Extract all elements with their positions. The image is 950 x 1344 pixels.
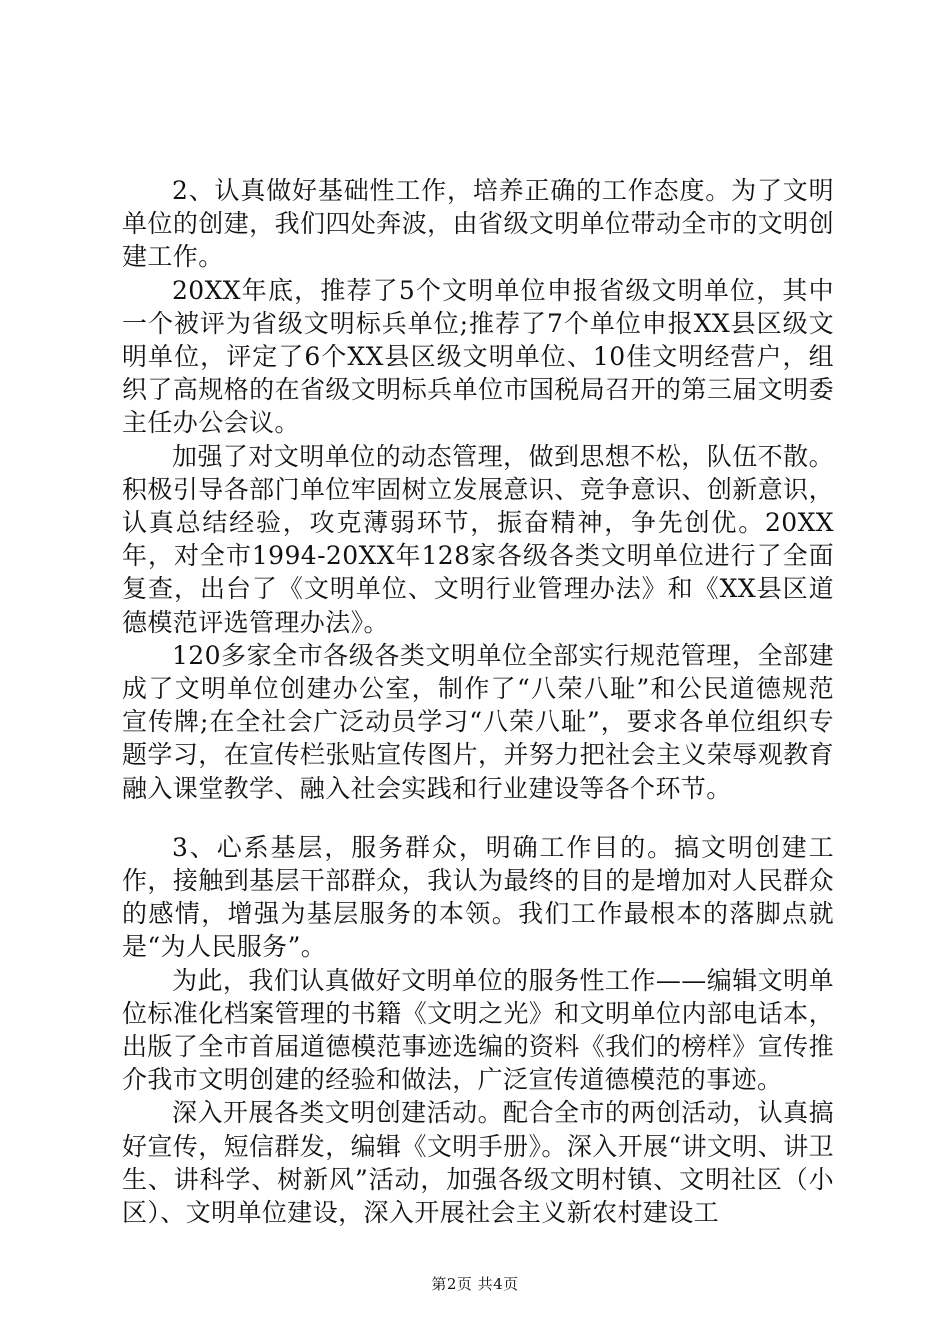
paragraph-recommendations: 20XX年底，推荐了5个文明单位申报省级文明单位，其中一个被评为省级文明标兵单位;推荐了7个单位申报XX县区级文明单位，评定了6个XX县区级文明单位、10佳文明经营户，组织了高规格的在省级文明标兵单位市国税局召开的第三届文明委主任办公会议。 [122,275,834,438]
paragraph-service-work: 为此，我们认真做好文明单位的服务性工作——编辑文明单位标准化档案管理的书籍《文明之光》和文明单位内部电话本，出版了全市首届道德模范事迹选编的资料《我们的榜样》宣传推介我市文明创建的经验和做法，广泛宣传道德模范的事迹。 [122,965,834,1095]
paragraph-dynamic-management: 加强了对文明单位的动态管理，做到思想不松，队伍不散。积极引导各部门单位牢固树立发展意识、竞争意识、创新意识，认真总结经验，攻克薄弱环节，振奋精神，争先创优。20XX年，对全市1994-20XX年128家各级各类文明单位进行了全面复查，出台了《文明单位、文明行业管理办法》和《XX县区道德模范评选管理办法》。 [122,441,834,637]
document-body [122,174,834,1229]
paragraph-standard-management: 120多家全市各级各类文明单位全部实行规范管理，全部建成了文明单位创建办公室，制作了“八荣八耻”和公民道德规范宣传牌;在全社会广泛动员学习“八荣八耻”，要求各单位组织专题学习，在宣传栏张贴宣传图片，并努力把社会主义荣辱观教育融入课堂教学、融入社会实践和行业建设等各个环节。 [122,640,834,803]
paragraph-section-2: 2、认真做好基础性工作，培养正确的工作态度。为了文明单位的创建，我们四处奔波，由省级文明单位带动全市的文明创建工作。 [122,176,834,272]
paragraph-activities: 深入开展各类文明创建活动。配合全市的两创活动，认真搞好宣传，短信群发，编辑《文明手册》。深入开展“讲文明、讲卫生、讲科学、树新风”活动，加强各级文明村镇、文明社区（小区）、文明单位建设，深入开展社会主义新农村建设工 [122,1098,834,1228]
paragraph-spacer [122,805,834,831]
paragraph-section-3: 3、心系基层，服务群众，明确工作目的。搞文明创建工作，接触到基层干部群众，我认为最终的目的是增加对人民群众的感情，增强为基层服务的本领。我们工作最根本的落脚点就是“为人民服务”。 [122,832,834,962]
page-footer: 第2页 共4页 [431,1275,519,1293]
